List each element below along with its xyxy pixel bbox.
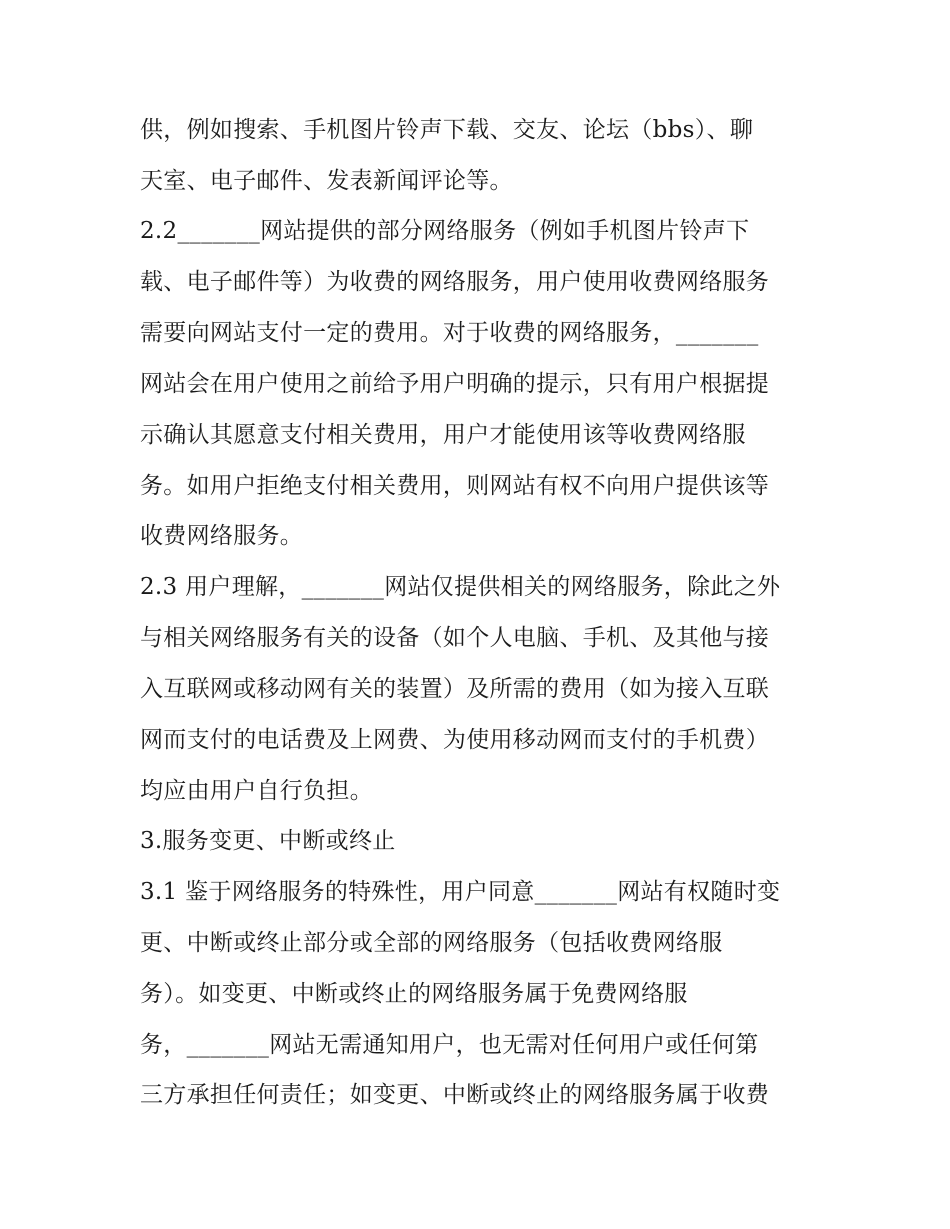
text-line: 示确认其愿意支付相关费用，用户才能使用该等收费网络服 <box>140 422 746 448</box>
text-line: 三方承担任何责任；如变更、中断或终止的网络服务属于收费 <box>140 1082 770 1108</box>
text-line: 载、电子邮件等）为收费的网络服务，用户使用收费网络服务 <box>140 269 770 295</box>
clause-3-1-heading-line: 3.1 鉴于网络服务的特殊性，用户同意_______网站有权随时变 <box>140 879 781 905</box>
clause-2-2-heading-line: 2.2_______网站提供的部分网络服务（例如手机图片铃声下 <box>140 218 750 244</box>
text-line: 务）。如变更、中断或终止的网络服务属于免费网络服 <box>140 981 688 1007</box>
section-3-heading: 3.服务变更、中断或终止 <box>140 828 396 854</box>
text-line: 更、中断或终止部分或全部的网络服务（包括收费网络服 <box>140 930 723 956</box>
text-line: 入互联网或移动网有关的装置）及所需的费用（如为接入互联 <box>140 676 770 702</box>
text-line: 网而支付的电话费及上网费、为使用移动网而支付的手机费） <box>140 727 770 753</box>
clause-2-3-heading-line: 2.3 用户理解，_______网站仅提供相关的网络服务，除此之外 <box>140 574 781 600</box>
text-line: 均应由用户自行负担。 <box>140 778 373 804</box>
text-line: 与相关网络服务有关的设备（如个人电脑、手机、及其他与接 <box>140 625 770 651</box>
text-line: 供，例如搜索、手机图片铃声下载、交友、论坛（bbs）、聊 <box>140 117 754 143</box>
text-line: 收费网络服务。 <box>140 523 304 549</box>
text-line: 网站会在用户使用之前给予用户明确的提示，只有用户根据提 <box>140 371 770 397</box>
text-line: 天室、电子邮件、发表新闻评论等。 <box>140 168 513 194</box>
text-line: 务，_______网站无需通知用户，也无需对任何用户或任何第 <box>140 1032 759 1058</box>
text-line: 需要向网站支付一定的费用。对于收费的网络服务，_______ <box>140 320 759 346</box>
text-line: 务。如用户拒绝支付相关费用，则网站有权不向用户提供该等 <box>140 473 770 499</box>
